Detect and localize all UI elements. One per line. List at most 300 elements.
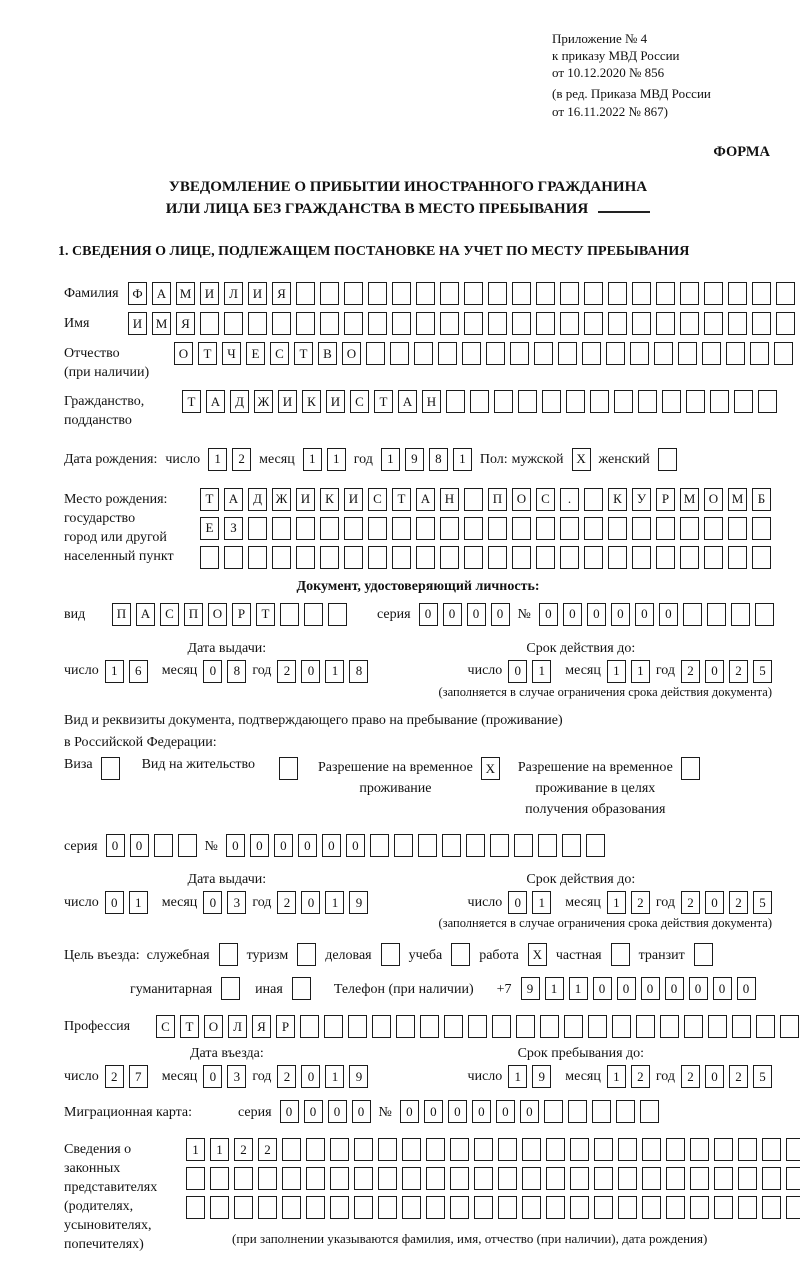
form-cell[interactable] (416, 282, 435, 305)
form-cell[interactable]: 9 (349, 1065, 368, 1088)
form-cell[interactable]: Т (198, 342, 217, 365)
form-cell[interactable] (710, 390, 729, 413)
form-cell[interactable]: 9 (349, 891, 368, 914)
form-cell[interactable]: 3 (227, 891, 246, 914)
form-cell[interactable] (392, 546, 411, 569)
form-cell[interactable] (442, 834, 461, 857)
form-cell[interactable] (234, 1167, 253, 1190)
form-cell[interactable] (570, 1167, 589, 1190)
form-cell[interactable]: 0 (424, 1100, 443, 1123)
form-cell[interactable] (632, 546, 651, 569)
form-cell[interactable] (694, 943, 713, 966)
form-cell[interactable] (392, 312, 411, 335)
form-cell[interactable]: А (152, 282, 171, 305)
form-cell[interactable] (328, 603, 347, 626)
form-cell[interactable] (594, 1167, 613, 1190)
form-cell[interactable]: 2 (277, 660, 296, 683)
form-cell[interactable]: 0 (472, 1100, 491, 1123)
form-cell[interactable]: 5 (753, 891, 772, 914)
form-cell[interactable] (584, 312, 603, 335)
form-cell[interactable] (210, 1196, 229, 1219)
form-cell[interactable] (498, 1138, 517, 1161)
form-cell[interactable] (320, 282, 339, 305)
form-cell[interactable] (200, 546, 219, 569)
form-cell[interactable] (330, 1196, 349, 1219)
form-cell[interactable] (590, 390, 609, 413)
form-cell[interactable]: 2 (681, 660, 700, 683)
form-cell[interactable]: 0 (508, 891, 527, 914)
form-cell[interactable]: Я (272, 282, 291, 305)
form-cell[interactable] (488, 282, 507, 305)
form-cell[interactable] (570, 1138, 589, 1161)
form-cell[interactable]: С (160, 603, 179, 626)
form-cell[interactable] (738, 1138, 757, 1161)
form-cell[interactable] (402, 1138, 421, 1161)
form-cell[interactable]: 0 (705, 660, 724, 683)
form-cell[interactable] (546, 1138, 565, 1161)
form-cell[interactable]: 1 (210, 1138, 229, 1161)
form-cell[interactable]: 0 (301, 660, 320, 683)
form-cell[interactable] (752, 546, 771, 569)
form-cell[interactable] (690, 1138, 709, 1161)
form-cell[interactable] (426, 1196, 445, 1219)
form-cell[interactable]: 0 (203, 1065, 222, 1088)
form-cell[interactable]: 0 (520, 1100, 539, 1123)
form-cell[interactable]: 5 (753, 1065, 772, 1088)
form-cell[interactable] (348, 1015, 367, 1038)
form-cell[interactable] (666, 1196, 685, 1219)
form-cell[interactable] (470, 390, 489, 413)
form-cell[interactable] (248, 312, 267, 335)
form-cell[interactable] (632, 312, 651, 335)
form-cell[interactable] (534, 342, 553, 365)
form-cell[interactable]: У (632, 488, 651, 511)
form-cell[interactable] (542, 390, 561, 413)
form-cell[interactable] (512, 517, 531, 540)
form-cell[interactable]: Ж (272, 488, 291, 511)
form-cell[interactable] (750, 342, 769, 365)
form-cell[interactable]: И (128, 312, 147, 335)
form-cell[interactable]: Е (246, 342, 265, 365)
form-cell[interactable]: 0 (617, 977, 636, 1000)
form-cell[interactable]: М (152, 312, 171, 335)
form-cell[interactable]: 2 (258, 1138, 277, 1161)
form-cell[interactable]: 0 (713, 977, 732, 1000)
form-cell[interactable] (392, 517, 411, 540)
form-cell[interactable] (292, 977, 311, 1000)
form-cell[interactable]: О (204, 1015, 223, 1038)
form-cell[interactable]: 0 (203, 891, 222, 914)
form-cell[interactable] (494, 390, 513, 413)
form-cell[interactable]: 0 (274, 834, 293, 857)
form-cell[interactable] (708, 1015, 727, 1038)
form-cell[interactable]: 2 (729, 1065, 748, 1088)
form-cell[interactable]: 0 (496, 1100, 515, 1123)
form-cell[interactable]: Т (200, 488, 219, 511)
form-cell[interactable] (488, 312, 507, 335)
form-cell[interactable] (280, 603, 299, 626)
form-cell[interactable] (416, 517, 435, 540)
form-cell[interactable]: 2 (232, 448, 251, 471)
form-cell[interactable]: Р (276, 1015, 295, 1038)
form-cell[interactable]: 0 (328, 1100, 347, 1123)
form-cell[interactable] (560, 546, 579, 569)
form-cell[interactable] (372, 1015, 391, 1038)
form-cell[interactable]: 5 (753, 660, 772, 683)
form-cell[interactable] (297, 943, 316, 966)
form-cell[interactable]: 0 (226, 834, 245, 857)
form-cell[interactable] (368, 517, 387, 540)
form-cell[interactable] (296, 312, 315, 335)
form-cell[interactable] (584, 488, 603, 511)
form-cell[interactable]: 0 (689, 977, 708, 1000)
form-cell[interactable] (512, 312, 531, 335)
form-cell[interactable] (660, 1015, 679, 1038)
form-cell[interactable]: 0 (301, 891, 320, 914)
form-cell[interactable]: 0 (280, 1100, 299, 1123)
form-cell[interactable]: 0 (304, 1100, 323, 1123)
form-cell[interactable] (344, 312, 363, 335)
form-cell[interactable]: 0 (203, 660, 222, 683)
form-cell[interactable] (786, 1138, 800, 1161)
form-cell[interactable] (516, 1015, 535, 1038)
form-cell[interactable]: 1 (325, 891, 344, 914)
form-cell[interactable]: 7 (129, 1065, 148, 1088)
form-cell[interactable] (614, 390, 633, 413)
form-cell[interactable]: 0 (705, 1065, 724, 1088)
form-cell[interactable]: 9 (532, 1065, 551, 1088)
form-cell[interactable] (546, 1196, 565, 1219)
form-cell[interactable]: X (528, 943, 547, 966)
form-cell[interactable]: К (608, 488, 627, 511)
form-cell[interactable] (304, 603, 323, 626)
form-cell[interactable]: Л (224, 282, 243, 305)
form-cell[interactable] (690, 1167, 709, 1190)
form-cell[interactable]: 0 (659, 603, 678, 626)
form-cell[interactable] (378, 1167, 397, 1190)
form-cell[interactable] (440, 517, 459, 540)
form-cell[interactable]: З (224, 517, 243, 540)
form-cell[interactable] (486, 342, 505, 365)
form-cell[interactable] (366, 342, 385, 365)
form-cell[interactable] (488, 517, 507, 540)
form-cell[interactable] (320, 517, 339, 540)
form-cell[interactable] (440, 312, 459, 335)
form-cell[interactable] (368, 312, 387, 335)
form-cell[interactable] (390, 342, 409, 365)
form-cell[interactable]: А (224, 488, 243, 511)
form-cell[interactable] (656, 517, 675, 540)
form-cell[interactable] (658, 448, 677, 471)
form-cell[interactable] (752, 517, 771, 540)
form-cell[interactable]: 1 (381, 448, 400, 471)
form-cell[interactable] (258, 1196, 277, 1219)
form-cell[interactable]: 0 (400, 1100, 419, 1123)
form-cell[interactable] (594, 1138, 613, 1161)
form-cell[interactable] (731, 603, 750, 626)
form-cell[interactable] (420, 1015, 439, 1038)
form-cell[interactable]: 0 (539, 603, 558, 626)
form-cell[interactable] (354, 1138, 373, 1161)
form-cell[interactable]: С (536, 488, 555, 511)
form-cell[interactable] (584, 546, 603, 569)
form-cell[interactable] (510, 342, 529, 365)
form-cell[interactable] (370, 834, 389, 857)
form-cell[interactable]: 2 (105, 1065, 124, 1088)
form-cell[interactable]: Т (392, 488, 411, 511)
form-cell[interactable] (444, 1015, 463, 1038)
form-cell[interactable]: Ж (254, 390, 273, 413)
form-cell[interactable]: С (350, 390, 369, 413)
form-cell[interactable]: 1 (532, 891, 551, 914)
form-cell[interactable] (438, 342, 457, 365)
form-cell[interactable]: 6 (129, 660, 148, 683)
form-cell[interactable] (618, 1196, 637, 1219)
form-cell[interactable]: В (318, 342, 337, 365)
form-cell[interactable]: 0 (448, 1100, 467, 1123)
form-cell[interactable] (616, 1100, 635, 1123)
form-cell[interactable] (702, 342, 721, 365)
form-cell[interactable]: О (342, 342, 361, 365)
form-cell[interactable] (752, 282, 771, 305)
form-cell[interactable] (396, 1015, 415, 1038)
form-cell[interactable] (656, 282, 675, 305)
form-cell[interactable] (522, 1196, 541, 1219)
form-cell[interactable]: 2 (729, 660, 748, 683)
form-cell[interactable] (324, 1015, 343, 1038)
form-cell[interactable] (186, 1196, 205, 1219)
form-cell[interactable] (414, 342, 433, 365)
form-cell[interactable] (618, 1167, 637, 1190)
form-cell[interactable] (418, 834, 437, 857)
form-cell[interactable] (296, 546, 315, 569)
form-cell[interactable] (462, 342, 481, 365)
form-cell[interactable]: 2 (277, 891, 296, 914)
form-cell[interactable]: Д (248, 488, 267, 511)
form-cell[interactable]: Д (230, 390, 249, 413)
form-cell[interactable] (704, 517, 723, 540)
form-cell[interactable] (776, 282, 795, 305)
form-cell[interactable] (560, 312, 579, 335)
form-cell[interactable]: О (512, 488, 531, 511)
form-cell[interactable]: 0 (641, 977, 660, 1000)
form-cell[interactable]: П (112, 603, 131, 626)
form-cell[interactable]: И (248, 282, 267, 305)
form-cell[interactable]: Р (232, 603, 251, 626)
form-cell[interactable] (738, 1167, 757, 1190)
form-cell[interactable] (680, 517, 699, 540)
form-cell[interactable] (248, 546, 267, 569)
form-cell[interactable] (774, 342, 793, 365)
form-cell[interactable] (683, 603, 702, 626)
form-cell[interactable]: О (174, 342, 193, 365)
form-cell[interactable] (272, 546, 291, 569)
form-cell[interactable]: 0 (705, 891, 724, 914)
form-cell[interactable] (568, 1100, 587, 1123)
form-cell[interactable]: И (296, 488, 315, 511)
form-cell[interactable]: 9 (521, 977, 540, 1000)
form-cell[interactable] (680, 282, 699, 305)
form-cell[interactable] (546, 1167, 565, 1190)
form-cell[interactable] (666, 1138, 685, 1161)
form-cell[interactable] (728, 282, 747, 305)
form-cell[interactable]: 1 (607, 1065, 626, 1088)
form-cell[interactable] (464, 517, 483, 540)
form-cell[interactable] (560, 517, 579, 540)
form-cell[interactable]: 1 (631, 660, 650, 683)
form-cell[interactable]: Я (252, 1015, 271, 1038)
form-cell[interactable] (282, 1167, 301, 1190)
form-cell[interactable]: 0 (443, 603, 462, 626)
form-cell[interactable]: 1 (532, 660, 551, 683)
form-cell[interactable]: К (320, 488, 339, 511)
form-cell[interactable] (726, 342, 745, 365)
form-cell[interactable]: 0 (250, 834, 269, 857)
form-cell[interactable] (728, 517, 747, 540)
form-cell[interactable] (450, 1196, 469, 1219)
form-cell[interactable] (464, 282, 483, 305)
form-cell[interactable] (704, 312, 723, 335)
form-cell[interactable]: С (156, 1015, 175, 1038)
form-cell[interactable]: И (200, 282, 219, 305)
form-cell[interactable] (451, 943, 470, 966)
form-cell[interactable] (678, 342, 697, 365)
form-cell[interactable] (618, 1138, 637, 1161)
form-cell[interactable] (210, 1167, 229, 1190)
form-cell[interactable]: 0 (301, 1065, 320, 1088)
form-cell[interactable] (780, 1015, 799, 1038)
form-cell[interactable] (752, 312, 771, 335)
form-cell[interactable] (704, 282, 723, 305)
form-cell[interactable] (224, 546, 243, 569)
form-cell[interactable]: X (481, 757, 500, 780)
form-cell[interactable] (560, 282, 579, 305)
form-cell[interactable]: 2 (729, 891, 748, 914)
form-cell[interactable] (300, 1015, 319, 1038)
form-cell[interactable] (666, 1167, 685, 1190)
form-cell[interactable] (219, 943, 238, 966)
form-cell[interactable] (786, 1167, 800, 1190)
form-cell[interactable] (258, 1167, 277, 1190)
form-cell[interactable]: 0 (322, 834, 341, 857)
form-cell[interactable] (608, 517, 627, 540)
form-cell[interactable] (786, 1196, 800, 1219)
form-cell[interactable] (762, 1167, 781, 1190)
form-cell[interactable] (662, 390, 681, 413)
form-cell[interactable] (468, 1015, 487, 1038)
form-cell[interactable] (562, 834, 581, 857)
form-cell[interactable]: 2 (631, 891, 650, 914)
form-cell[interactable] (707, 603, 726, 626)
form-cell[interactable]: Е (200, 517, 219, 540)
form-cell[interactable]: 0 (587, 603, 606, 626)
form-cell[interactable] (592, 1100, 611, 1123)
form-cell[interactable] (416, 546, 435, 569)
form-cell[interactable] (154, 834, 173, 857)
form-cell[interactable] (732, 1015, 751, 1038)
form-cell[interactable] (536, 282, 555, 305)
form-cell[interactable]: 2 (681, 891, 700, 914)
form-cell[interactable] (498, 1196, 517, 1219)
form-cell[interactable] (536, 517, 555, 540)
form-cell[interactable] (378, 1138, 397, 1161)
form-cell[interactable]: 0 (106, 834, 125, 857)
form-cell[interactable] (522, 1138, 541, 1161)
form-cell[interactable] (756, 1015, 775, 1038)
form-cell[interactable] (474, 1196, 493, 1219)
form-cell[interactable] (690, 1196, 709, 1219)
form-cell[interactable] (544, 1100, 563, 1123)
form-cell[interactable]: Т (182, 390, 201, 413)
form-cell[interactable] (608, 546, 627, 569)
form-cell[interactable]: С (368, 488, 387, 511)
form-cell[interactable]: 1 (327, 448, 346, 471)
form-cell[interactable] (466, 834, 485, 857)
form-cell[interactable]: 2 (234, 1138, 253, 1161)
form-cell[interactable] (306, 1138, 325, 1161)
form-cell[interactable]: 0 (130, 834, 149, 857)
form-cell[interactable]: 0 (419, 603, 438, 626)
form-cell[interactable] (296, 282, 315, 305)
form-cell[interactable] (538, 834, 557, 857)
form-cell[interactable]: . (560, 488, 579, 511)
form-cell[interactable]: Т (180, 1015, 199, 1038)
form-cell[interactable] (279, 757, 298, 780)
form-cell[interactable]: 1 (105, 660, 124, 683)
form-cell[interactable]: П (488, 488, 507, 511)
form-cell[interactable] (498, 1167, 517, 1190)
form-cell[interactable] (536, 546, 555, 569)
form-cell[interactable]: Р (656, 488, 675, 511)
form-cell[interactable] (426, 1167, 445, 1190)
form-cell[interactable]: Я (176, 312, 195, 335)
form-cell[interactable] (450, 1138, 469, 1161)
form-cell[interactable] (272, 312, 291, 335)
form-cell[interactable] (344, 546, 363, 569)
form-cell[interactable]: 0 (346, 834, 365, 857)
form-cell[interactable] (566, 390, 585, 413)
form-cell[interactable] (584, 517, 603, 540)
form-cell[interactable] (296, 517, 315, 540)
form-cell[interactable] (306, 1196, 325, 1219)
form-cell[interactable]: 1 (569, 977, 588, 1000)
form-cell[interactable] (330, 1167, 349, 1190)
form-cell[interactable] (734, 390, 753, 413)
form-cell[interactable]: О (704, 488, 723, 511)
form-cell[interactable] (632, 517, 651, 540)
form-cell[interactable] (440, 282, 459, 305)
form-cell[interactable]: 0 (508, 660, 527, 683)
form-cell[interactable] (248, 517, 267, 540)
form-cell[interactable] (714, 1196, 733, 1219)
form-cell[interactable] (642, 1138, 661, 1161)
form-cell[interactable] (686, 390, 705, 413)
form-cell[interactable]: Н (440, 488, 459, 511)
form-cell[interactable]: Т (256, 603, 275, 626)
form-cell[interactable] (464, 546, 483, 569)
form-cell[interactable] (540, 1015, 559, 1038)
form-cell[interactable]: А (416, 488, 435, 511)
form-cell[interactable]: 1 (545, 977, 564, 1000)
form-cell[interactable] (492, 1015, 511, 1038)
form-cell[interactable] (354, 1196, 373, 1219)
form-cell[interactable] (488, 546, 507, 569)
form-cell[interactable]: 2 (277, 1065, 296, 1088)
form-cell[interactable] (608, 282, 627, 305)
form-cell[interactable]: К (302, 390, 321, 413)
form-cell[interactable]: Н (422, 390, 441, 413)
form-cell[interactable]: И (326, 390, 345, 413)
